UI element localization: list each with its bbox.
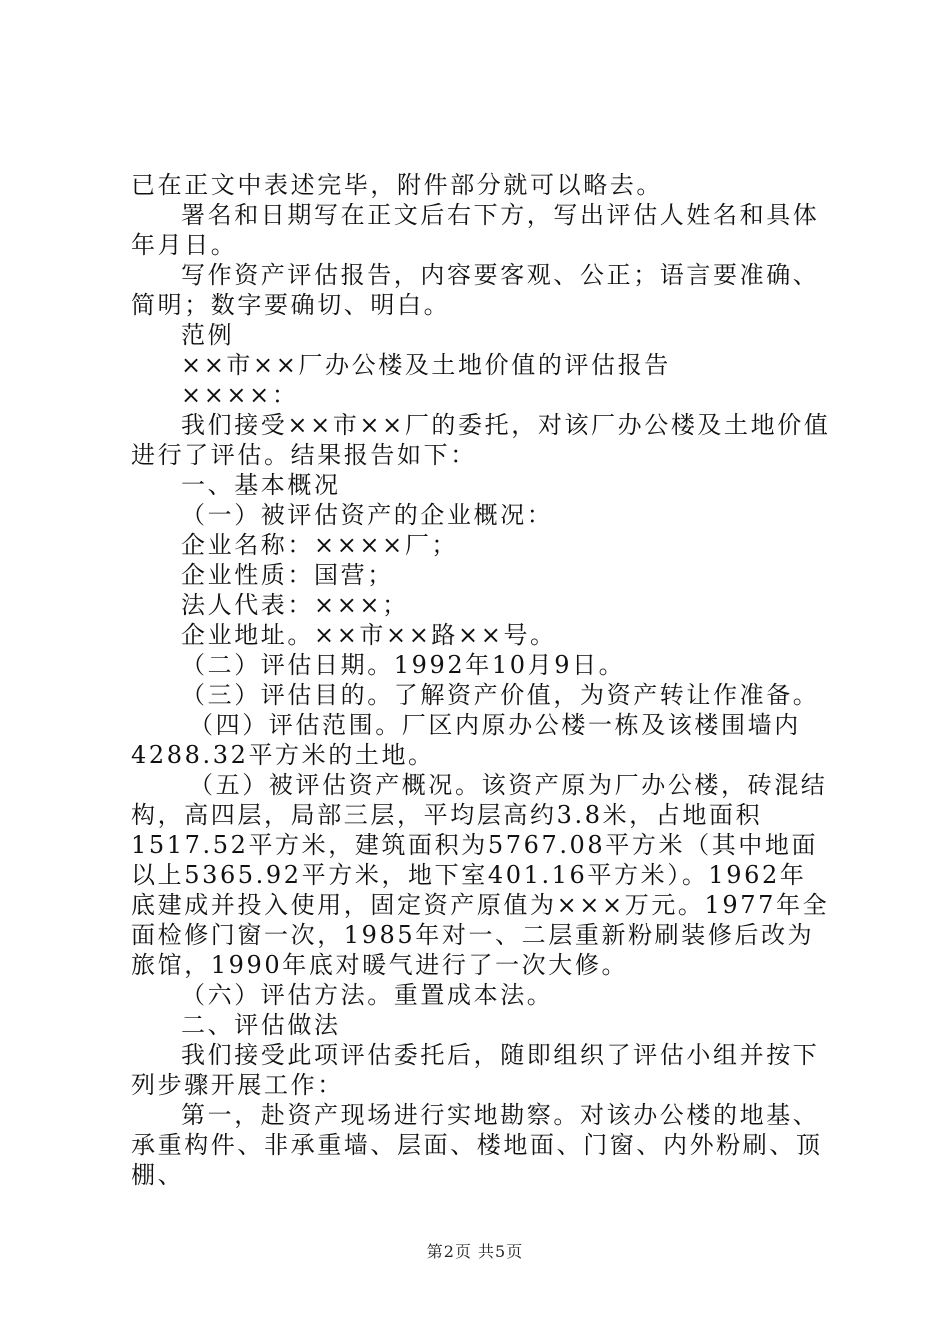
- paragraph: 二、评估做法: [181, 1011, 341, 1039]
- paragraph: 法人代表：×××；: [181, 591, 409, 619]
- document-body: [131, 170, 831, 1190]
- paragraph: （六）评估方法。重置成本法。: [181, 981, 554, 1009]
- paragraph: 范例: [181, 321, 235, 349]
- paragraph: （二）评估日期。1992年10月9日。: [181, 651, 626, 679]
- paragraph: 第一，赴资产现场进行实地勘察。对该办公楼的地基、承重构件、非承重墙、层面、楼地面、门窗、内外粉刷、顶棚、: [131, 1101, 823, 1189]
- paragraph: 企业性质：国营；: [181, 561, 394, 589]
- paragraph: 企业地址。××市××路××号。: [181, 621, 557, 649]
- paragraph: （一）被评估资产的企业概况：: [181, 501, 554, 529]
- paragraph: （五）被评估资产概况。该资产原为厂办公楼，砖混结构，高四层，局部三层，平均层高约3.8米，占地面积1517.52平方米，建筑面积为5767.08平方米（其中地面以上5365.92平方米，地下室401.16平方米）。1962年底建成并投入使用，固定资产原值为×××万元。1977年全面检修门窗一次，1985年对一、二层重新粉刷装修后改为旅馆，1990年底对暖气进行了一次大修。: [131, 771, 830, 979]
- paragraph: 已在正文中表述完毕，附件部分就可以略去。: [131, 171, 663, 199]
- paragraph: 写作资产评估报告，内容要客观、公正；语言要准确、简明；数字要确切、明白。: [131, 261, 820, 319]
- paragraph: 一、基本概况: [181, 471, 341, 499]
- paragraph: 署名和日期写在正文后右下方，写出评估人姓名和具体年月日。: [131, 201, 820, 259]
- paragraph: ××市××厂办公楼及土地价值的评估报告: [181, 351, 671, 379]
- paragraph: 企业名称：××××厂；: [181, 531, 459, 559]
- paragraph: ××××：: [181, 381, 299, 409]
- paragraph: 我们接受此项评估委托后，随即组织了评估小组并按下列步骤开展工作：: [131, 1041, 820, 1099]
- page-footer: 第2页 共5页: [426, 1242, 524, 1261]
- paragraph: 我们接受××市××厂的委托，对该厂办公楼及土地价值进行了评估。结果报告如下：: [131, 411, 831, 469]
- paragraph: （四）评估范围。厂区内原办公楼一栋及该楼围墙内4288.32平方米的土地。: [131, 711, 801, 769]
- paragraph: （三）评估目的。了解资产价值，为资产转让作准备。: [181, 681, 820, 709]
